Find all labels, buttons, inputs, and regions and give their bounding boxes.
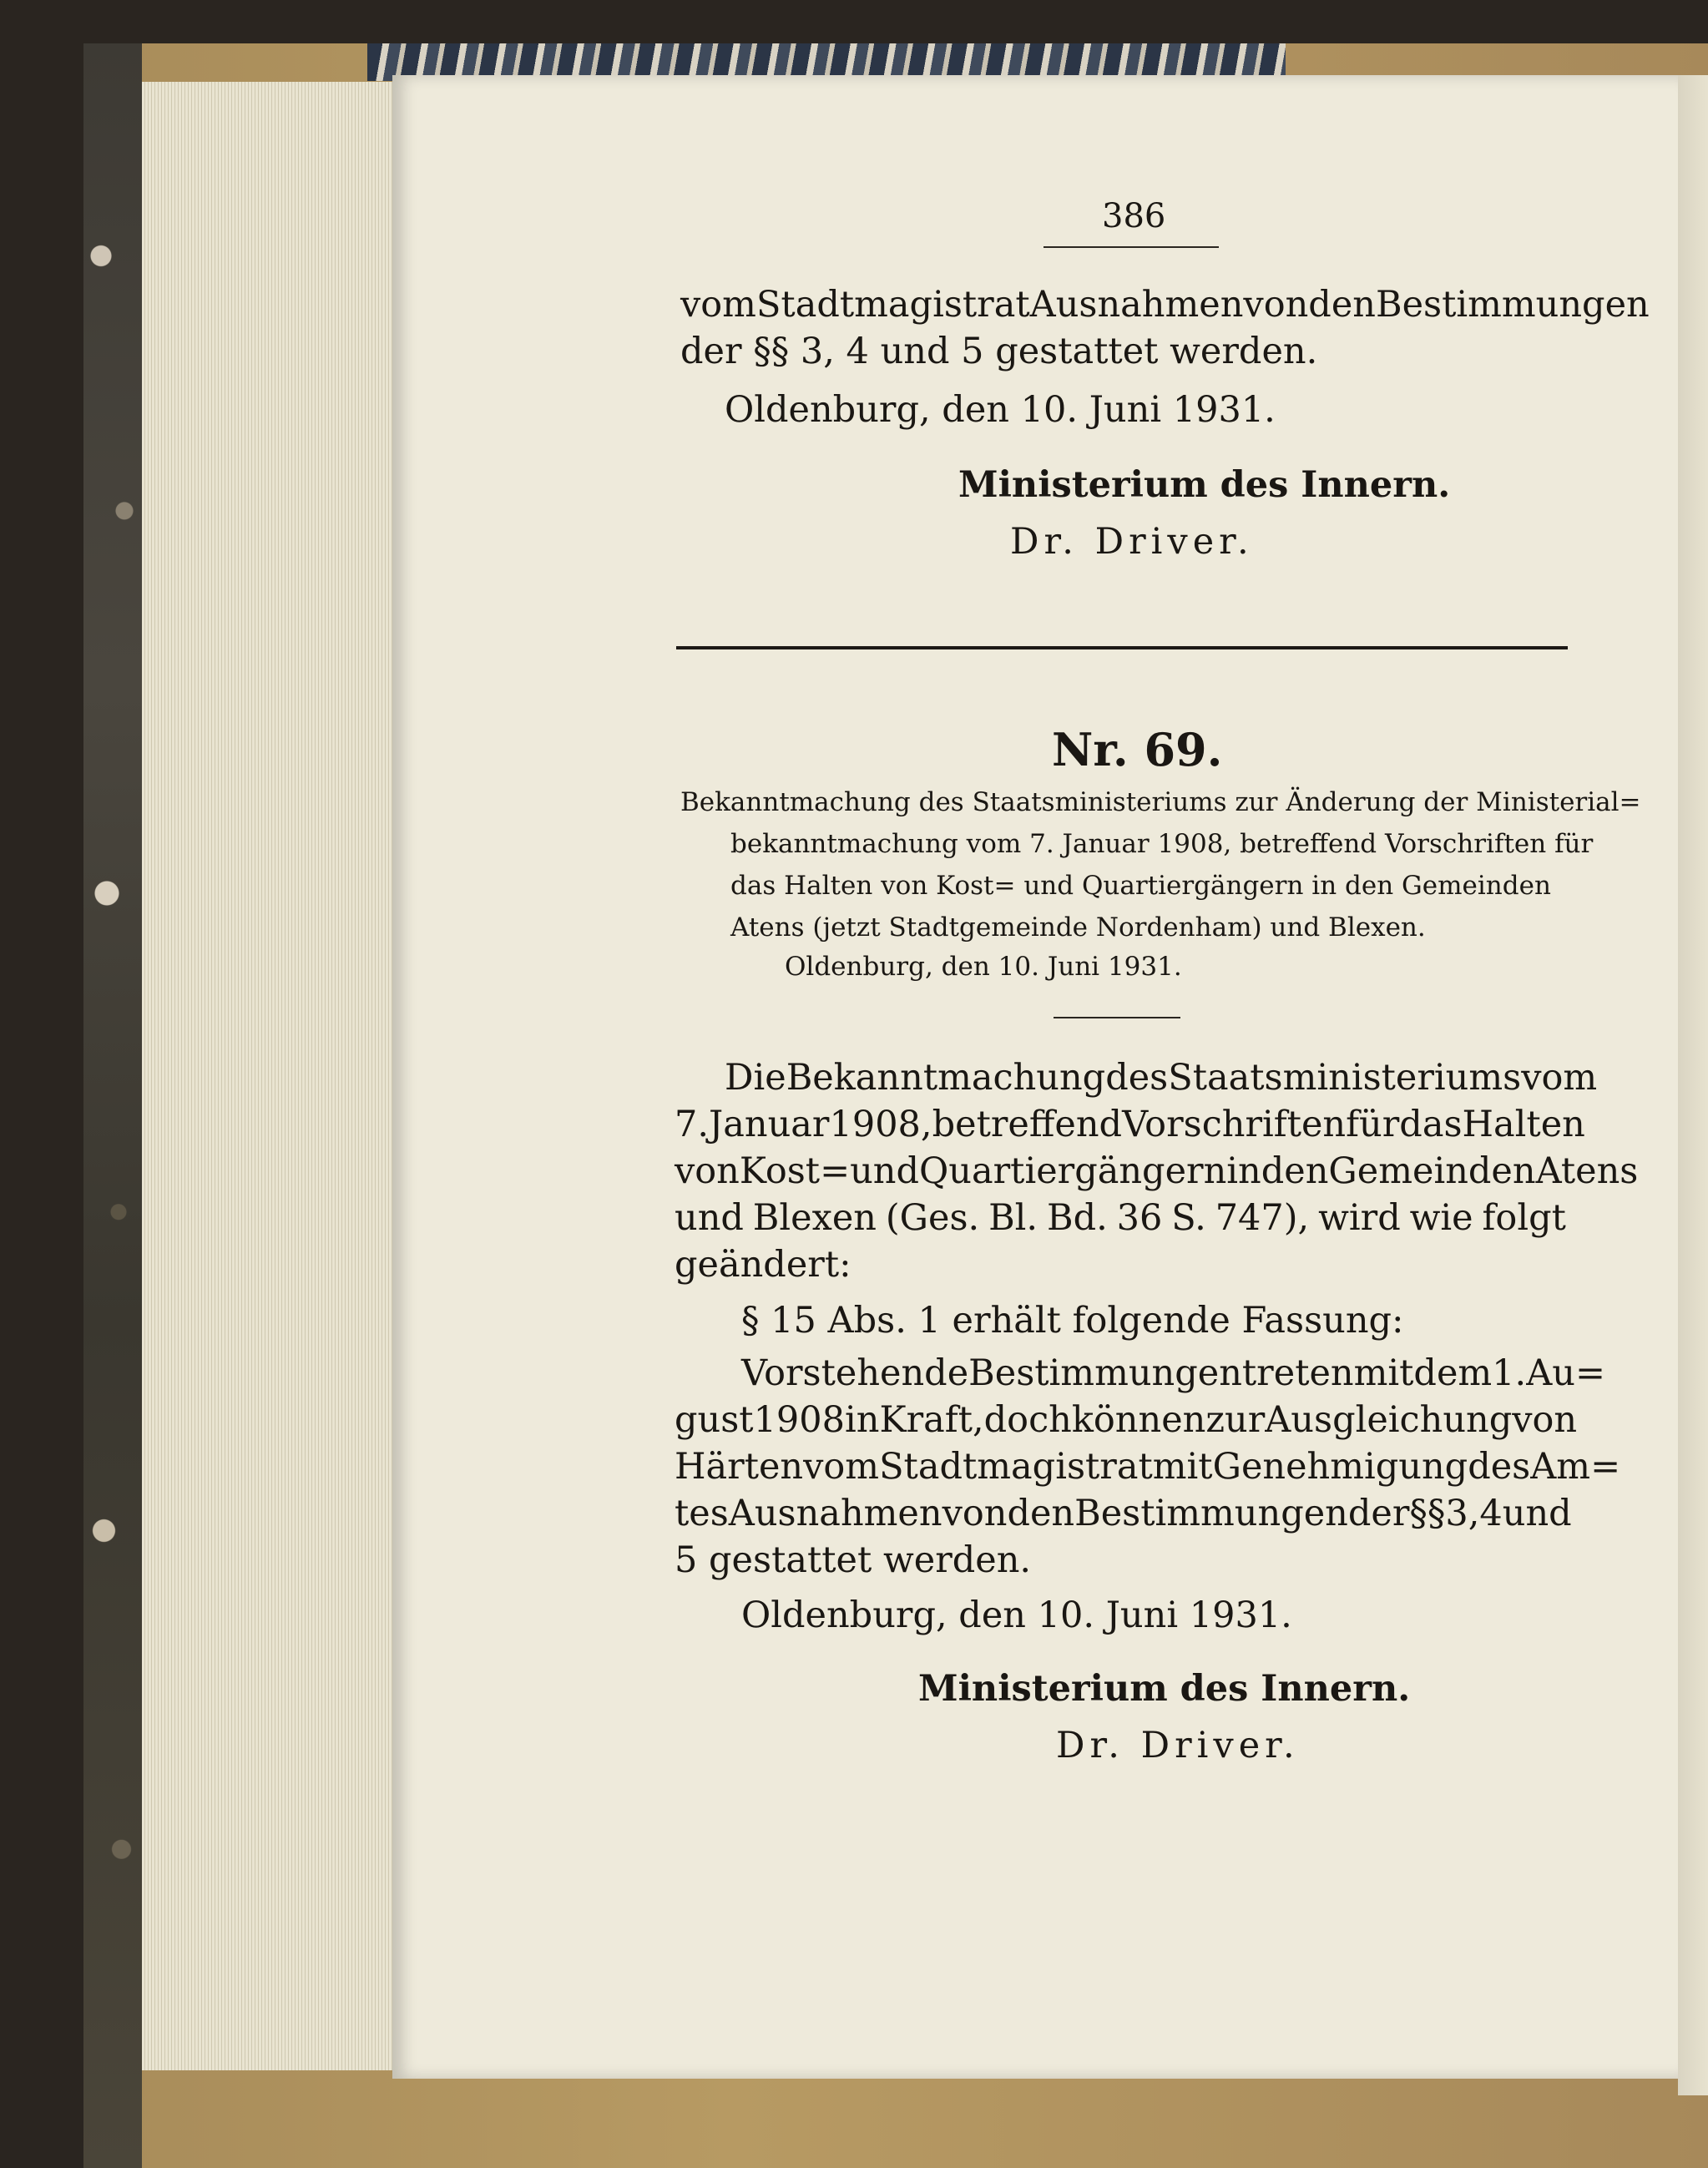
paragraph-line: 5 gestattet werden. — [675, 1539, 1032, 1581]
notice-title-line: bekanntmachung vom 7. Januar 1908, betreffend Vorschriften für — [730, 829, 1594, 859]
page-number: 386 — [1102, 197, 1166, 235]
place-date: Oldenburg, den 10. Juni 1931. — [741, 1594, 1292, 1636]
signature: Dr. Driver. — [1056, 1725, 1300, 1766]
notice-number: Nr. 69. — [1052, 723, 1223, 776]
paragraph-line: Härten vom Stadtmagistrat mit Genehmigung des Am= — [675, 1446, 1621, 1488]
place-date: Oldenburg, den 10. Juni 1931. — [725, 389, 1276, 431]
paragraph-heading: § 15 Abs. 1 erhält folgende Fassung: — [741, 1300, 1404, 1342]
signature: Dr. Driver. — [1010, 521, 1254, 563]
ministry-name: Ministerium des Innern. — [918, 1668, 1411, 1710]
text-line: der §§ 3, 4 und 5 gestattet werden. — [680, 331, 1318, 372]
body-line: Die Bekanntmachung des Staatsministeriums vom — [725, 1057, 1598, 1099]
paragraph-line: Vorstehende Bestimmungen treten mit dem 1. Au= — [741, 1352, 1605, 1394]
ministry-name: Ministerium des Innern. — [958, 464, 1451, 506]
body-line: von Kost= und Quartiergängern in den Gemeinden Atens — [675, 1150, 1639, 1192]
notice-title-line: Bekanntmachung des Staatsministeriums zur Änderung der Ministerial= — [680, 787, 1641, 817]
notice-title-line: Atens (jetzt Stadtgemeinde Nordenham) und Blexen. — [730, 912, 1426, 942]
body-line: und Blexen (Ges. Bl. Bd. 36 S. 747), wird wie folgt — [675, 1197, 1566, 1239]
body-line: geändert: — [675, 1244, 851, 1286]
title-rule — [1054, 1017, 1180, 1018]
paragraph-line: gust 1908 in Kraft, doch können zur Ausgleichung von — [675, 1399, 1578, 1441]
body-line: 7. Januar 1908, betreffend Vorschriften für das Halten — [675, 1104, 1585, 1145]
text-line: vom Stadtmagistrat Ausnahmen von den Bestimmungen — [680, 284, 1650, 326]
page-number-rule — [1043, 246, 1219, 248]
notice-title-date: Oldenburg, den 10. Juni 1931. — [785, 952, 1182, 982]
paragraph-line: tes Ausnahmen von den Bestimmungen der §§ 3, 4 und — [675, 1493, 1572, 1534]
marbled-cover-edge — [83, 43, 142, 2168]
notice-title-line: das Halten von Kost= und Quartiergängern in den Gemeinden — [730, 871, 1551, 901]
page-edges — [142, 82, 392, 2070]
facing-page-edge — [1678, 75, 1708, 2095]
section-divider — [676, 646, 1568, 649]
